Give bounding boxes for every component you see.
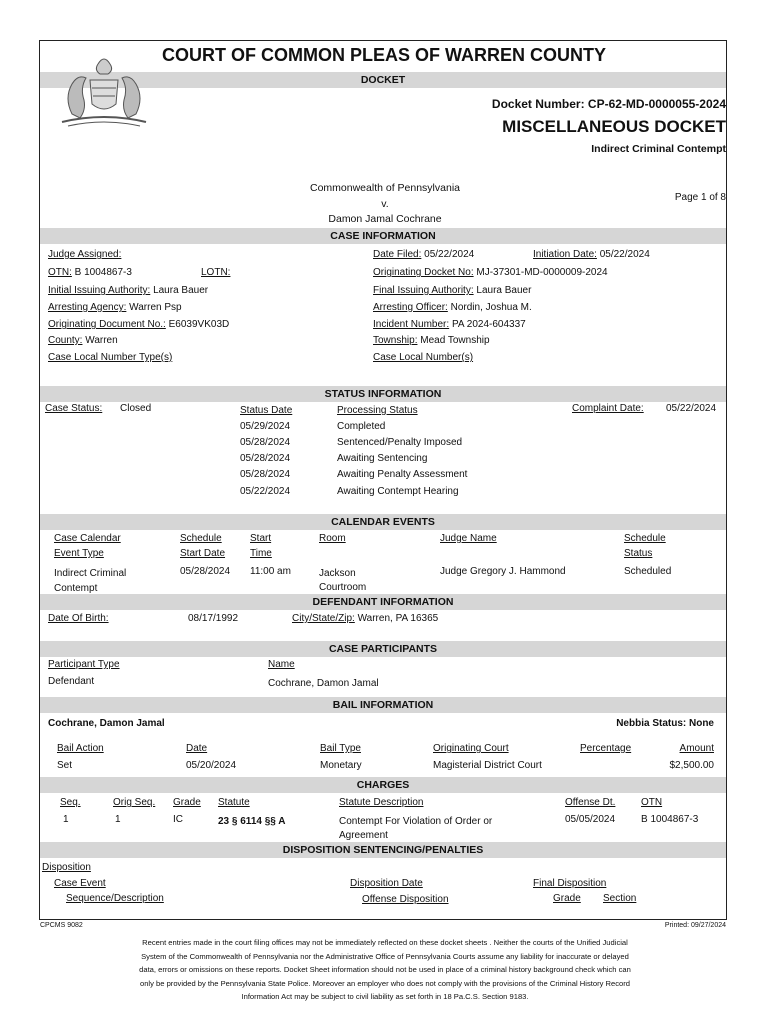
calendar-event-type-header: Event Type [54,548,104,559]
bail-action: Set [57,760,73,771]
bail-type: Monetary [320,760,362,771]
docket-bar: DOCKET [40,72,726,88]
status-row-status: Awaiting Penalty Assessment [337,469,468,480]
docket-type: MISCELLANEOUS DOCKET [502,117,726,136]
status-row-date: 05/29/2024 [240,421,291,432]
originating-document: E6039VK03D [168,319,230,330]
disposition-label: Disposition [42,862,91,873]
bail-court-header: Originating Court [433,743,509,754]
township: Mead Township [420,335,490,346]
charge-otn: B 1004867-3 [641,814,699,825]
final-authority-label: Final Issuing Authority: [373,285,474,296]
charge-statute-header: Statute [218,797,250,808]
initial-authority-label: Initial Issuing Authority: [48,285,151,296]
case-type: Indirect Criminal Contempt [591,143,726,155]
originating-docket-label: Originating Docket No: [373,267,474,278]
bail-person: Cochrane, Damon Jamal [48,718,165,729]
initial-authority: Laura Bauer [153,285,209,296]
caption-v: v. [381,198,389,210]
defendant-information-bar: DEFENDANT INFORMATION [40,594,726,610]
county: Warren [85,335,118,346]
city-state-zip: Warren, PA 16365 [357,613,439,624]
disclaimer-line: System of the Commonwealth of Pennsylvania nor the Administrative Office of Pennsylvania Courts assume any liability for inaccurate or delayed [141,951,629,961]
charge-description: Agreement [339,830,388,841]
calendar-status-header: Schedule [624,533,666,544]
disposition-grade-label: Grade [553,893,581,904]
sequence-description-label: Sequence/Description [66,893,164,904]
calendar-start-date: 05/28/2024 [180,566,231,577]
charge-offense-date: 05/05/2024 [565,814,616,825]
charge-description: Contempt For Violation of Order or [339,816,493,827]
bail-percentage-header: Percentage [580,743,632,754]
initiation-date-label: Initiation Date: [533,249,597,260]
disclaimer-line: Recent entries made in the court filing offices may not be immediately reflected on these docket sheets . Neither the courts of the Unified Judicial [142,938,628,947]
calendar-start-time: 11:00 am [250,566,291,577]
nebbia-status: Nebbia Status: None [616,718,714,729]
date-filed: 05/22/2024 [424,249,475,260]
charge-seq: 1 [63,814,69,825]
bail-court: Magisterial District Court [433,760,542,771]
judge-assigned-label: Judge Assigned: [48,249,122,260]
pennsylvania-coat-of-arms-icon [58,52,150,128]
calendar-status-header: Status [624,548,653,559]
status-information-bar: STATUS INFORMATION [40,386,726,402]
final-authority: Laura Bauer [476,285,532,296]
otn-label: OTN: [48,267,72,278]
disposition-date-label: Disposition Date [350,878,423,889]
form-number: CPCMS 9082 [40,922,83,929]
charge-otn-header: OTN [641,797,663,808]
status-row-date: 05/28/2024 [240,437,291,448]
caption-defendant: Damon Jamal Cochrane [328,213,442,225]
bail-amount-header: Amount [679,743,714,754]
calendar-judge: Judge Gregory J. Hammond [440,566,566,577]
lotn-label: LOTN: [201,267,231,278]
charges-bar: CHARGES [40,777,726,793]
case-local-number-type-label: Case Local Number Type(s) [48,352,173,363]
status-row-status: Awaiting Contempt Hearing [337,486,459,497]
bail-action-header: Bail Action [57,743,104,754]
township-label: Township: [373,335,418,346]
disclaimer-line: only be provided by the Pennsylvania State Police. Moreover an employer who does not comply with the provisions of the Criminal History Record [139,978,631,988]
calendar-start-time-header: Start [250,533,272,544]
arresting-officer: Nordin, Joshua M. [450,302,532,313]
originating-document-label: Originating Document No.: [48,319,166,330]
charge-offense-date-header: Offense Dt. [565,797,616,808]
charge-seq-header: Seq. [60,797,81,808]
status-date-label: Status Date [240,405,293,416]
disclaimer-line: Information Act may be subject to civil liability as set forth in 18 Pa.C.S. Section 9183. [241,992,529,1001]
processing-status-label: Processing Status [337,405,418,416]
charge-description-header: Statute Description [339,797,424,808]
bail-date: 05/20/2024 [186,760,237,771]
calendar-event-type: Contempt [54,583,98,594]
case-event-label: Case Event [54,878,106,889]
calendar-room: Courtroom [319,582,367,593]
calendar-start-date-header: Schedule [180,533,222,544]
incident-number-label: Incident Number: [373,319,450,330]
case-participants-bar: CASE PARTICIPANTS [40,641,726,657]
dob: 08/17/1992 [188,613,239,624]
disposition-section-label: Section [603,893,637,904]
status-row-status: Completed [337,421,386,432]
status-row-date: 05/28/2024 [240,453,291,464]
arresting-officer-label: Arresting Officer: [373,302,448,313]
calendar-events-bar: CALENDAR EVENTS [40,514,726,530]
status-row-date: 05/28/2024 [240,469,291,480]
offense-disposition-label: Offense Disposition [362,894,449,905]
originating-docket: MJ-37301-MD-0000009-2024 [476,267,608,278]
date-filed-label: Date Filed: [373,249,422,260]
disclaimer [80,936,690,1004]
docket-number: Docket Number: CP-62-MD-0000055-2024 [491,97,726,111]
incident-number: PA 2024-604337 [451,319,526,330]
dob-label: Date Of Birth: [48,613,109,624]
complaint-date-label: Complaint Date: [572,403,644,414]
court-title: COURT OF COMMON PLEAS OF WARREN COUNTY [162,45,606,65]
calendar-event-type-header: Case Calendar [54,533,121,544]
calendar-start-date-header: Start Date [180,548,226,559]
calendar-event-type: Indirect Criminal [54,568,127,579]
calendar-room-header: Room [319,533,346,544]
arresting-agency-label: Arresting Agency: [48,302,127,313]
case-status-label: Case Status: [45,403,103,414]
page-number: Page 1 of 8 [674,192,726,203]
charge-grade: IC [173,814,183,825]
charge-grade-header: Grade [173,797,201,808]
case-status: Closed [120,403,152,414]
disclaimer-line: data, errors or omissions on these reports. Docket Sheet information should not be used in place of a criminal history background check which can [139,965,631,974]
participant-name-header: Name [268,659,295,670]
bail-information-bar: BAIL INFORMATION [40,697,726,713]
complaint-date: 05/22/2024 [666,403,717,414]
city-state-zip-label: City/State/Zip: [292,613,355,624]
bail-type-header: Bail Type [320,743,361,754]
disposition-bar: DISPOSITION SENTENCING/PENALTIES [40,842,726,858]
arresting-agency: Warren Psp [129,302,182,313]
participant-type: Defendant [48,676,95,687]
otn: B 1004867-3 [74,267,132,278]
participant-type-header: Participant Type [48,659,120,670]
caption-commonwealth: Commonwealth of Pennsylvania [310,182,460,194]
participant-name: Cochrane, Damon Jamal [268,678,379,689]
calendar-status: Scheduled [624,566,672,577]
calendar-start-time-header: Time [250,548,272,559]
status-row-status: Sentenced/Penalty Imposed [337,437,463,448]
case-information-bar: CASE INFORMATION [40,228,726,244]
final-disposition-label: Final Disposition [533,878,607,889]
charge-statute: 23 § 6114 §§ A [218,816,286,827]
charge-orig-seq: 1 [115,814,121,825]
calendar-room: Jackson [319,568,356,579]
initiation-date: 05/22/2024 [599,249,650,260]
status-row-date: 05/22/2024 [240,486,291,497]
status-row-status: Awaiting Sentencing [337,453,428,464]
county-label: County: [48,335,83,346]
charge-orig-seq-header: Orig Seq. [113,797,156,808]
calendar-judge-header: Judge Name [440,533,497,544]
bail-date-header: Date [186,743,208,754]
case-local-numbers-label: Case Local Number(s) [373,352,474,363]
bail-amount: $2,500.00 [669,760,714,771]
printed-date: Printed: 09/27/2024 [664,922,726,929]
